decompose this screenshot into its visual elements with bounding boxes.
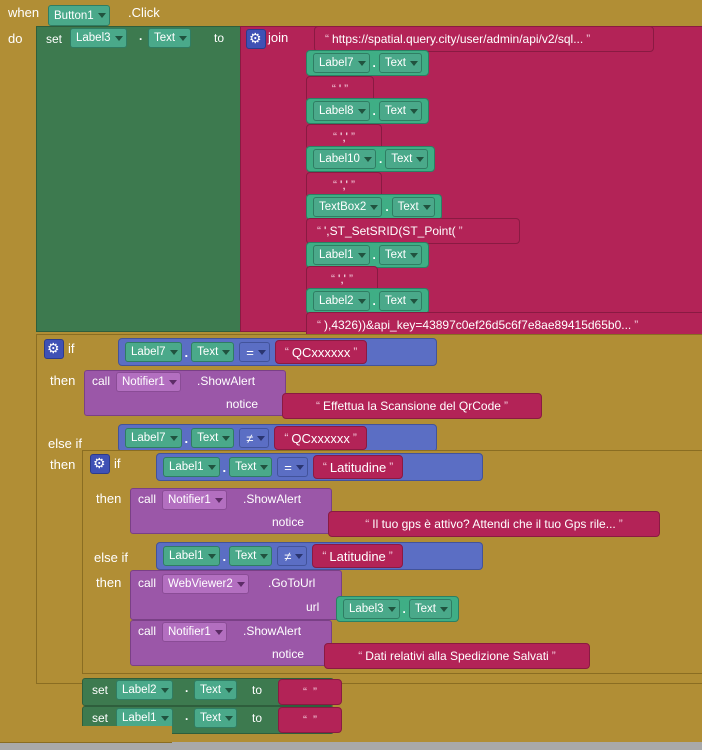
open-quote: “ [303, 685, 307, 699]
getter-dot: . [385, 200, 389, 214]
chevron-down-icon [358, 61, 366, 66]
chevron-down-icon [370, 205, 378, 210]
do-keyword: do [8, 31, 23, 46]
chevron-down-icon [237, 582, 245, 587]
chevron-down-icon [296, 465, 304, 470]
getter-component-dropdown[interactable]: Label8 [313, 101, 370, 121]
open-quote: “ [358, 649, 363, 663]
to-keyword: to [252, 711, 263, 725]
getter-dot: . [378, 152, 383, 166]
close-quote: ” [352, 431, 357, 445]
call-method-name: .GoToUrl [268, 576, 316, 590]
getter-dot: . [372, 56, 376, 70]
chevron-down-icon [161, 688, 169, 693]
chevron-down-icon [410, 299, 418, 304]
call-component-dropdown[interactable]: WebViewer2 [162, 574, 249, 594]
join-item-getter-label7[interactable] [306, 50, 429, 76]
join-item-text-5[interactable]: “ ',ST_SetSRID(ST_Point( ” [306, 218, 520, 244]
set-property-dropdown[interactable]: Text [194, 680, 237, 700]
call-component-dropdown[interactable]: Notifier1 [162, 490, 227, 510]
text-block-latitudine-1[interactable]: “ Latitudine ” [313, 455, 403, 479]
getter-property-dropdown[interactable]: Text [379, 245, 422, 265]
getter-dot: . [402, 602, 406, 616]
operator-dropdown-2[interactable]: ≠ [239, 428, 269, 448]
open-quote: “ [316, 399, 321, 413]
set-property-dropdown[interactable]: Text [148, 28, 191, 48]
text-block-latitudine-2[interactable]: “ Latitudine ” [312, 544, 402, 568]
chevron-down-icon [295, 554, 303, 559]
call-component-dropdown[interactable]: Notifier1 [116, 372, 181, 392]
operator-dropdown-1[interactable]: = [239, 342, 270, 362]
join-item-text-2[interactable]: “ ' ” [306, 76, 374, 102]
event-component-dropdown[interactable]: Button1 [48, 5, 110, 26]
close-quote: ” [389, 460, 394, 474]
gear-icon[interactable] [246, 29, 266, 49]
chevron-down-icon [161, 716, 169, 721]
open-quote: “ [333, 130, 338, 144]
then-keyword-outer-2: then [50, 457, 76, 472]
getter-dot: . [372, 248, 376, 262]
call-component-dropdown[interactable]: Notifier1 [162, 622, 227, 642]
call-keyword: call [138, 624, 157, 638]
operator-dropdown-4[interactable]: ≠ [277, 546, 307, 566]
close-quote: ” [458, 224, 463, 238]
getter-component-dropdown[interactable]: TextBox2 [313, 197, 382, 217]
chevron-down-icon [358, 109, 366, 114]
notice-text-1[interactable]: “ Effettua la Scansione del QrCode ” [282, 393, 542, 419]
set-target-component-dropdown[interactable]: Label3 [70, 28, 127, 48]
chevron-down-icon [388, 607, 396, 612]
getter-property-dropdown[interactable]: Text [392, 197, 435, 217]
open-quote: “ [322, 549, 327, 563]
open-quote: “ [284, 431, 289, 445]
chevron-down-icon [423, 205, 431, 210]
set-label3-text-block[interactable] [36, 26, 242, 332]
chevron-down-icon [179, 36, 187, 41]
to-keyword: to [252, 683, 263, 697]
to-keyword: to [214, 31, 225, 45]
open-quote: “ [303, 713, 307, 727]
call-keyword: call [138, 576, 157, 590]
open-quote: “ [331, 272, 336, 286]
notice-text-2[interactable]: “ Il tuo gps è attivo? Attendi che il tuo Gps rile... ” [328, 511, 660, 537]
getter-component-dropdown[interactable]: Label2 [313, 291, 370, 311]
if-keyword-outer: if [68, 341, 75, 356]
join-label: join [268, 30, 289, 45]
notice-arg-label: notice [272, 647, 305, 661]
chevron-down-icon [358, 299, 366, 304]
notice-text-3[interactable]: “ Dati relativi alla Spedizione Salvati ” [324, 643, 590, 669]
close-quote: ” [350, 130, 355, 144]
open-quote: “ [331, 82, 336, 96]
set-keyword: set [92, 711, 109, 725]
comparison-block-1[interactable] [118, 338, 437, 366]
then-keyword-inner-1: then [96, 491, 122, 506]
open-quote: “ [317, 224, 321, 238]
set-dot: . [185, 681, 189, 695]
call-method-name: .ShowAlert [243, 624, 302, 638]
join-item-text-1[interactable]: “ https://spatial.query.city/user/admin/api/v2/sql... ” [314, 26, 654, 52]
when-block-foot [0, 726, 172, 743]
call-keyword: call [138, 492, 157, 506]
close-quote: ” [551, 649, 556, 663]
close-quote: ” [350, 178, 355, 192]
close-quote: ” [618, 517, 623, 531]
getter-component-dropdown[interactable]: Label3 [343, 599, 400, 619]
comparison-block-3[interactable] [156, 453, 483, 481]
chevron-down-icon [170, 350, 178, 355]
close-quote: ” [586, 32, 591, 46]
close-quote: ” [313, 713, 317, 727]
chevron-down-icon [258, 350, 266, 355]
join-item-text-6[interactable]: “ ',' ” [306, 266, 378, 292]
chevron-down-icon [169, 380, 177, 385]
getter-component-dropdown[interactable]: Label7 [313, 53, 370, 73]
chevron-down-icon [98, 13, 106, 18]
if-keyword-inner: if [114, 456, 121, 471]
open-quote: “ [317, 318, 321, 332]
chevron-down-icon [416, 157, 424, 162]
join-item-getter-label1[interactable] [306, 242, 429, 268]
getter-property-dropdown[interactable]: Text [379, 291, 422, 311]
chevron-down-icon [440, 607, 448, 612]
text-block-qcxxxxxx-2[interactable]: “ QCxxxxxx ” [274, 426, 367, 450]
chevron-down-icon [225, 716, 233, 721]
chevron-down-icon [170, 436, 178, 441]
join-item-text-3[interactable]: “ ',' ” [306, 124, 382, 150]
comparison-block-2[interactable] [118, 424, 437, 452]
getter-property-dropdown[interactable]: Text [229, 457, 272, 477]
getter-dot: . [184, 430, 189, 446]
then-keyword-outer-1: then [50, 373, 76, 388]
chevron-down-icon [225, 688, 233, 693]
chevron-down-icon [115, 36, 123, 41]
join-item-getter-label10[interactable] [306, 146, 435, 172]
chevron-down-icon [222, 350, 230, 355]
set-target-component-dropdown[interactable]: Label2 [116, 680, 173, 700]
getter-property-dropdown[interactable]: Text [409, 599, 452, 619]
close-quote: ” [348, 272, 353, 286]
notice-arg-label: notice [226, 397, 259, 411]
gear-icon[interactable] [90, 454, 110, 474]
open-quote: “ [365, 517, 370, 531]
getter-property-dropdown[interactable]: Text [229, 546, 272, 566]
getter-dot: . [184, 344, 189, 360]
call-method-name: .ShowAlert [243, 492, 302, 506]
getter-dot: . [222, 459, 227, 475]
chevron-down-icon [222, 436, 230, 441]
getter-dot: . [372, 104, 376, 118]
close-quote: ” [388, 549, 393, 563]
text-block-qcxxxxxx-1[interactable]: “ QCxxxxxx ” [275, 340, 368, 364]
chevron-down-icon [215, 498, 223, 503]
getter-property-dropdown[interactable]: Text [191, 428, 234, 448]
getter-component-dropdown[interactable]: Label1 [163, 546, 220, 566]
open-quote: “ [333, 178, 338, 192]
empty-text-block-2[interactable] [278, 707, 342, 733]
chevron-down-icon [215, 630, 223, 635]
set-dot: . [139, 29, 143, 43]
else-if-keyword-inner: else if [94, 550, 128, 565]
join-item-text-7[interactable]: “ ),4326))&api_key=43897c0ef26d5c6f7e8ae89415d65b0... ” [306, 312, 702, 338]
set-target-component-dropdown[interactable]: Label1 [116, 708, 173, 728]
operator-dropdown-3[interactable]: = [277, 457, 308, 477]
getter-property-dropdown[interactable]: Text [379, 101, 422, 121]
gear-icon[interactable] [44, 339, 64, 359]
join-item-text-4[interactable]: “ ',' ” [306, 172, 382, 198]
call-method-name: .ShowAlert [197, 374, 256, 388]
getter-property-dropdown[interactable]: Text [379, 53, 422, 73]
chevron-down-icon [410, 61, 418, 66]
chevron-down-icon [260, 554, 268, 559]
chevron-down-icon [260, 465, 268, 470]
open-quote: “ [284, 345, 289, 359]
close-quote: ” [503, 399, 508, 413]
open-quote: “ [322, 460, 327, 474]
notice-arg-label: notice [272, 515, 305, 529]
event-name: .Click [128, 5, 160, 20]
url-getter-label3[interactable] [336, 596, 459, 622]
getter-dot: . [222, 548, 227, 564]
close-quote: ” [353, 345, 358, 359]
getter-component-dropdown[interactable]: Label1 [163, 457, 220, 477]
call-keyword: call [92, 374, 111, 388]
when-keyword: when [8, 5, 40, 20]
getter-property-dropdown[interactable]: Text [191, 342, 234, 362]
open-quote: “ [325, 32, 329, 46]
empty-text-block-1[interactable] [278, 679, 342, 705]
getter-component-dropdown[interactable]: Label7 [125, 428, 182, 448]
close-quote: ” [313, 685, 317, 699]
join-item-getter-label8[interactable] [306, 98, 429, 124]
chevron-down-icon [208, 554, 216, 559]
chevron-down-icon [410, 253, 418, 258]
comparison-block-4[interactable] [156, 542, 483, 570]
set-dot: . [185, 709, 189, 723]
getter-component-dropdown[interactable]: Label7 [125, 342, 182, 362]
chevron-down-icon [410, 109, 418, 114]
getter-component-dropdown[interactable]: Label10 [313, 149, 376, 169]
chevron-down-icon [257, 436, 265, 441]
join-item-getter-label2[interactable] [306, 288, 429, 314]
do-column [0, 26, 32, 726]
else-if-keyword-outer: else if [48, 436, 82, 451]
getter-component-dropdown[interactable]: Label1 [313, 245, 370, 265]
then-keyword-inner-2: then [96, 575, 122, 590]
url-arg-label: url [306, 600, 320, 614]
chevron-down-icon [364, 157, 372, 162]
join-item-getter-textbox2[interactable] [306, 194, 442, 220]
set-keyword: set [46, 32, 63, 46]
chevron-down-icon [208, 465, 216, 470]
set-keyword: set [92, 683, 109, 697]
chevron-down-icon [358, 253, 366, 258]
close-quote: ” [634, 318, 639, 332]
set-property-dropdown[interactable]: Text [194, 708, 237, 728]
close-quote: ” [344, 82, 349, 96]
getter-property-dropdown[interactable]: Text [385, 149, 428, 169]
getter-dot: . [372, 294, 376, 308]
